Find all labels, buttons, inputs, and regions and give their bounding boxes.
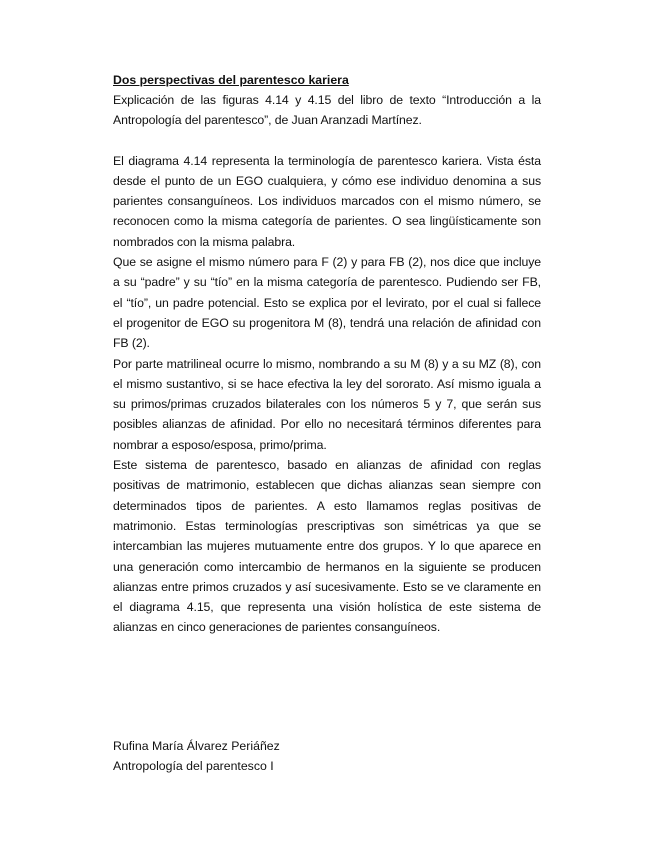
author-name: Rufina María Álvarez Periáñez xyxy=(113,739,280,753)
document-subtitle: Explicación de las figuras 4.14 y 4.15 del libro de texto “Introducción a la Antropología del parentesco”, de Juan Aranzadi Martínez. xyxy=(113,93,541,128)
paragraph-2: Que se asigne el mismo número para F (2) y para FB (2), nos dice que incluye a su “padre” y su “tío” en la misma categoría de parentesco. Pudiendo ser FB, el “tío”, un padre potencial. Esto se explica por el levirato, por el cual si fallece el progenitor de EGO su progenitora M (8), tendrá una relación de afinidad con FB (2). xyxy=(113,255,541,351)
paragraph-1: El diagrama 4.14 representa la terminología de parentesco kariera. Vista ésta desde el punto de un EGO cualquiera, y cómo ese individuo denomina a sus parientes consanguíneos. Los individuos marcados con el mismo número, se reconocen como la misma categoría de parientes. O sea lingüísticamente son nombrados con la misma palabra. xyxy=(113,153,541,249)
document-body xyxy=(113,70,541,638)
signature-block xyxy=(113,736,541,777)
paragraph-3: Por parte matrilineal ocurre lo mismo, nombrando a su M (8) y a su MZ (8), con el mismo sustantivo, si se hace efectiva la ley del sororato. Así mismo iguala a su primos/primas cruzados bilaterales con los números 5 y 7, que serán sus posibles alianzas de afinidad. Por ello no necesitará términos diferentes para nombrar a esposo/esposa, primo/prima. xyxy=(113,356,541,452)
document-title: Dos perspectivas del parentesco kariera xyxy=(113,73,349,87)
course-name: Antropología del parentesco I xyxy=(113,759,274,774)
paragraph-4: Este sistema de parentesco, basado en alianzas de afinidad con reglas positivas de matrimonio, establecen que dichas alianzas sean siempre con determinados tipos de parientes. A esto llamamos reglas positivas de matrimonio. Estas terminologías prescriptivas son simétricas ya que se intercambian las mujeres mutuamente entre dos grupos. Y lo que aparece en una generación como intercambio de hermanos en la siguiente se producen alianzas entre primos cruzados y así sucesivamente. Esto se ve claramente en el diagrama 4.15, que representa una visión holística de este sistema de alianzas en cinco generaciones de parientes consanguíneos. xyxy=(113,458,541,635)
